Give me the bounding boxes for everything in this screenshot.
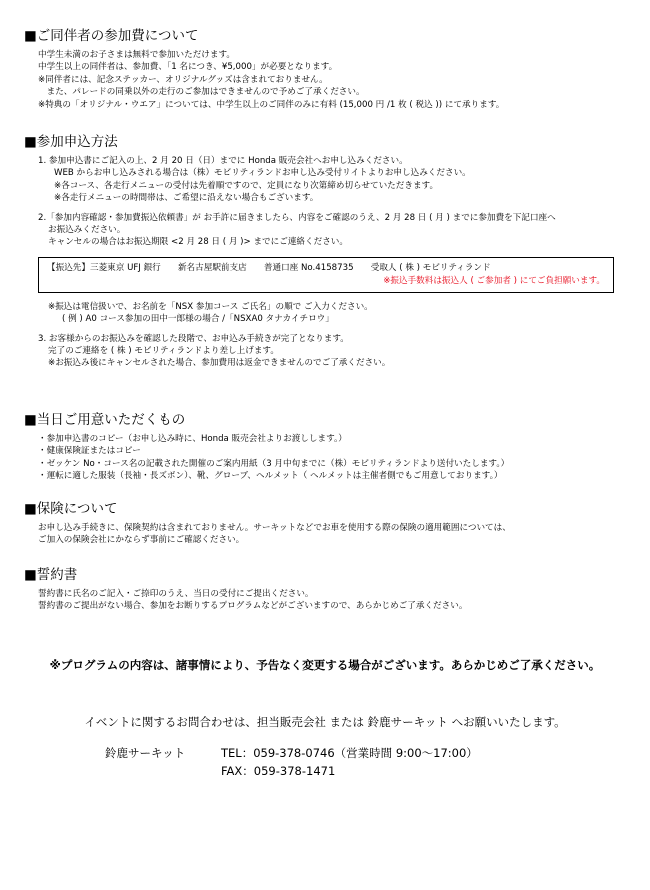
pledge-body [24,588,634,613]
companion-line: ※同伴者には、記念ステッカー、オリジナルグッズは含まれておりません。 [38,74,328,85]
application-step-1 [24,155,634,205]
companion-fee-heading: ■ご同伴者の参加費について [24,28,199,44]
application-heading: ■参加申込方法 [24,134,118,150]
step-line: お振込みください。 [48,225,126,236]
companion-line: 中学生以上の同伴者は、参加費、「1 名につき、¥5,000」が必要となります。 [38,62,338,73]
step-line: 1. 参加申込書にご記入の上、2 月 20 日（日）までに Honda 販売会社へお申し込みください。 [38,156,408,166]
transfer-example: ( 例 ) A0 コース参加の田中一郎様の場合 /「NSXA0 タナカイチロウ」 [62,314,334,325]
step-line: ※お振込み後にキャンセルされた場合、参加費用は返金できませんのでご了承ください。 [48,358,391,369]
pledge-line: 誓約書に氏名のご記入・ご捺印のうえ、当日の受付にご提出ください。 [38,589,314,599]
contact-block [105,744,478,780]
insurance-body [24,522,634,547]
companion-fee-body [24,49,634,111]
step-line: WEB からお申し込みされる場合は（株）モビリティランドお申し込み受付リイトよりお申し込みください。 [54,168,471,179]
insurance-line: お申し込み手続きに、保険契約は含まれておりません。サーキットなどでお車を使用する際の保険の適用範囲については、 [38,523,511,533]
pledge-line: 誓約書のご提出がない場合、参加をお断りするプログラムなどがございますので、あらかじめご了承ください。 [38,601,468,612]
companion-line: 中学生未満のお子さまは無料で参加いただけます。 [38,50,235,60]
application-step-3 [24,333,634,370]
transfer-notes [24,301,634,326]
items-list [24,433,634,483]
application-step-2 [24,212,634,249]
step-line: 3. お客様からのお振込みを確認した段階で、お申込み手続きが完了となります。 [38,333,349,344]
step-line: キャンセルの場合はお振込期限 <2 月 28 日 ( 月 )> までにご連絡ください。 [48,237,348,248]
insurance-section [24,500,634,547]
list-item: ・ゼッケン No・コース名の記載された開催のご案内用紙（3 月中旬までに（株）モビリティランドより送付いたします。） [38,458,510,469]
companion-line: また、パレードの同乗以外の走行のご参加はできませんので予めご了承ください。 [38,87,365,98]
step-line: ※各走行メニューの時間帯は、ご希望に沿えない場合もございます。 [54,193,319,204]
contact-intro: イベントに関するお問合わせは、担当販売会社 または 鈴鹿サーキット へお願いいたします。 [84,715,566,729]
insurance-heading: ■保険について [24,501,118,517]
venue-tel: TEL：059-378-0746（営業時間 9:00〜17:00） [221,746,478,760]
transfer-fee-note: ※振込手数料は振込人 ( ご参加者 ) にてご負担願います。 [383,275,605,286]
list-item: ・健康保険証またはコピー [38,446,141,457]
step-line: ※各コース、各走行メニューの受付は先着順ですので、定員になり次第締め切らせていただきます。 [54,180,439,191]
items-section [24,411,634,483]
bank-account-box [38,257,614,293]
transfer-note: ※振込は電信扱いで、お名前を「NSX 参加コース ご氏名」の順で ご入力ください。 [48,301,373,312]
list-item: ・運転に適した服装（長袖・長ズボン）、靴、グローブ、ヘルメット（ ヘルメットは主催者側でもご用意しております。） [38,471,503,482]
application-section [24,133,634,370]
program-change-notice: ※プログラムの内容は、諸事情により、予告なく変更する場合がございます。あらかじめご了承ください。 [49,658,601,672]
companion-fee-section [24,27,634,111]
pledge-heading: ■誓約書 [24,567,78,583]
pledge-section [24,566,634,613]
items-heading: ■当日ご用意いただくもの [24,412,186,428]
step-line: 2.「参加内容確認・参加費振込依頼書」が お手許に届きましたら、内容をご確認のうえ、2 月 28 日 ( 月 ) までに参加費を下記口座へ [38,212,556,223]
bank-account-details: 【振込先】三菱東京 UFJ 銀行 新名古屋駅前支店 普通口座 No.4158735 受取人 ( 株 ) モビリティランド [47,262,491,273]
venue-name: 鈴鹿サーキット [105,746,186,760]
insurance-line: ご加入の保険会社にかならず事前にご確認ください。 [38,535,245,546]
list-item: ・参加申込書のコピー（お申し込み時に、Honda 販売会社よりお渡しします。） [38,434,347,444]
companion-line: ※特典の「オリジナル・ウエア」については、中学生以上のご同伴のみに有料 (15,000 円 /1 枚 ( 税込 )) にて承ります。 [38,99,505,110]
venue-fax: FAX：059-378-1471 [221,764,336,778]
step-line: 完了のご連絡を ( 株 ) モビリティランドより差し上げます。 [48,346,279,357]
